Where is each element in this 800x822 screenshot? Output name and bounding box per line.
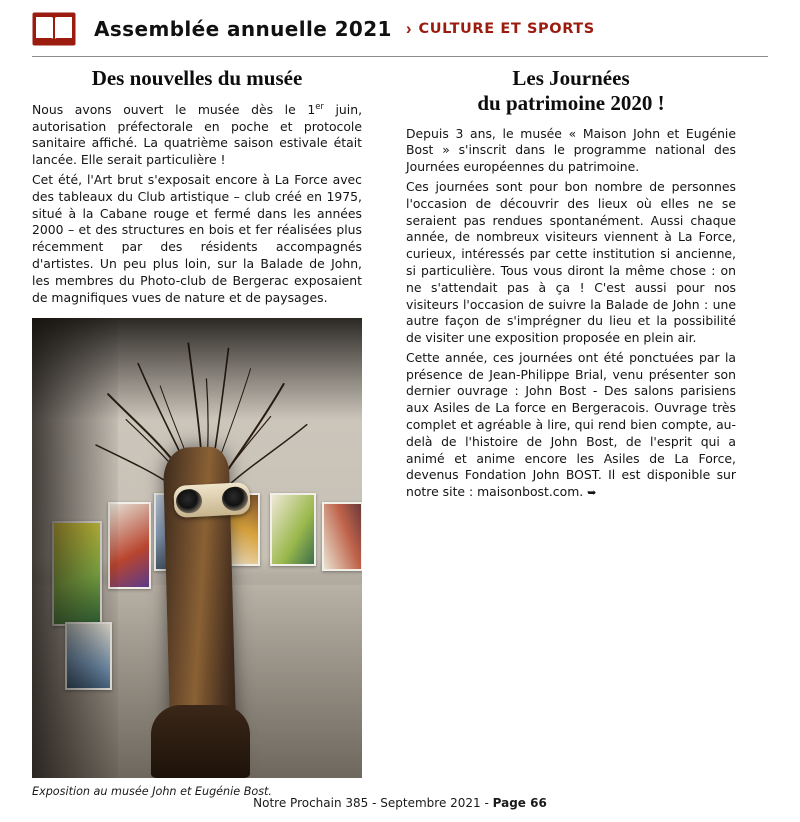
photo-vignette-top bbox=[32, 318, 362, 419]
photo-block bbox=[32, 318, 362, 798]
page-title: Assemblée annuelle 2021 bbox=[94, 17, 392, 41]
sculpture-base bbox=[151, 705, 250, 779]
right-paragraph-1: Depuis 3 ans, le musée « Maison John et Eugénie Bost » s'inscrit dans le programme national des Journées européennes du patrimoine. bbox=[406, 125, 736, 175]
right-column-heading bbox=[406, 66, 736, 116]
header-divider bbox=[32, 56, 768, 57]
article-columns bbox=[32, 66, 768, 798]
footer-page-number: Page 66 bbox=[492, 796, 547, 810]
breadcrumb-section: CULTURE ET SPORTS bbox=[418, 21, 595, 37]
photo-caption: Exposition au musée John et Eugénie Bost. bbox=[32, 785, 272, 799]
sculpture-eye-left bbox=[176, 488, 203, 514]
end-of-article-icon: ➥ bbox=[587, 486, 596, 500]
right-heading-line-2: du patrimoine 2020 ! bbox=[477, 90, 665, 115]
page-footer bbox=[0, 796, 800, 810]
page-header bbox=[0, 0, 800, 48]
artwork-frame bbox=[322, 502, 362, 570]
footer-issue-text: Notre Prochain 385 - Septembre 2021 - bbox=[253, 796, 493, 810]
left-paragraph-2: Cet été, l'Art brut s'exposait encore à La Force avec des tableaux du Club artistique – club créé en 1975, situé à la Cabane rouge et fermé dans les années 2000 – et des structures en bois et fer réalisées plus récemment par des résidents accompagnés d'artistes. Un peu plus loin, sur la Balade de John, les membres du Photo-club de Bergerac exposaient de magnifiques vues de nature et de paysages. bbox=[32, 172, 362, 305]
sculpture-eye-right bbox=[221, 486, 248, 512]
right-heading-line-1: Les Journées bbox=[512, 66, 630, 90]
artwork-frame bbox=[270, 493, 317, 566]
breadcrumb-separator-icon: › bbox=[405, 19, 412, 38]
open-book-icon bbox=[32, 12, 76, 46]
museum-exhibition-photo bbox=[32, 318, 362, 778]
right-paragraph-3 bbox=[406, 350, 736, 501]
sculpture-eyes bbox=[173, 482, 250, 518]
left-paragraph-1: Nous avons ouvert le musée dès le 1er juin, autorisation préfectorale en poche et protocole sanitaire affiché. La quatrième saison estivale était lancée. Elle serait particulière ! bbox=[32, 100, 363, 168]
left-column-heading: Des nouvelles du musée bbox=[91, 66, 303, 90]
right-paragraph-2: Ces journées sont pour bon nombre de personnes l'occasion de découvrir des lieux où elles ne se seraient pas rendues spontanément. Aussi chaque année, de nombreux visiteurs viennent à La Force, curieux, intéressés par cette institution si ancienne, si particulière. Tous vous diront la même chose : on ne s'attendait pas à ça ! C'est aussi pour nos visiteurs l'occasion de suivre la Balade de John : une autre façon de s'imprégner du lieu et la possibilité de visiter une exposition proposée en plein air. bbox=[406, 178, 736, 346]
left-column bbox=[32, 66, 362, 798]
right-paragraph-3-text: Cette année, ces journées ont été ponctuées par la présence de Jean-Philippe Brial, venu présenter son dernier ouvrage : John Bost - Des salons parisiens aux Asiles de La force en Bergeracois. Ouvrage très complet et agréable à lire, qui rend bien compte, au-delà de l'histoire de John Bost, de l'esprit qui a animé et anime encore les Asiles de La Force, devenus Fondation John BOST. Il est disponible sur notre site : maisonbost.com. bbox=[406, 349, 736, 500]
right-column bbox=[406, 66, 736, 798]
